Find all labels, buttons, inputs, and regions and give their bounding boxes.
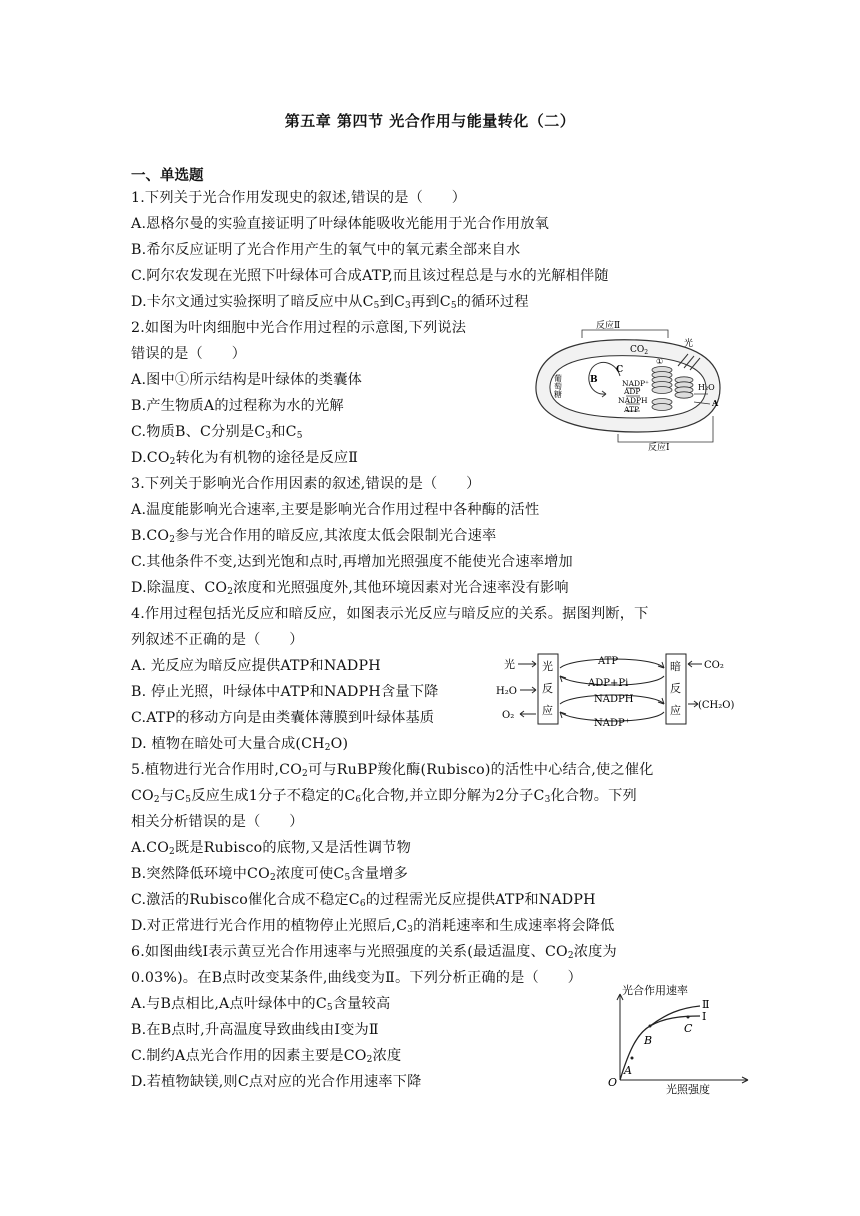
q4-option-d: D. 植物在暗处可大量合成$(CH_2O)$: [131, 736, 349, 753]
label-c: C: [616, 365, 624, 375]
label-reaction-1: 反应Ⅰ: [648, 443, 670, 453]
q6-option-c: C.制约A点光合作用的因素主要是$CO_2$浓度: [131, 1048, 402, 1065]
q2-stem-line2: 错误的是（ ）: [131, 346, 247, 362]
q3-option-b: $B.CO_2$参与光合作用的暗反应,其浓度太低会限制光合速率: [131, 528, 497, 545]
chloroplast-diagram: [528, 316, 728, 456]
q4-stem-line2: 列叙述不正确的是（ ）: [131, 632, 304, 648]
input-h2o: H₂O: [496, 686, 517, 697]
q6-stem-line2: 0.03%)。在B点时改变某条件,曲线变为Ⅱ。下列分析正确的是（ ）: [131, 970, 583, 986]
label-nadph: NADPH: [594, 694, 634, 705]
label-a: A: [712, 398, 719, 408]
light-reaction-char3: 应: [542, 704, 553, 717]
label-h2o: H₂O: [698, 383, 715, 392]
light-reaction-char2: 反: [542, 682, 553, 695]
origin-label: O: [608, 1076, 618, 1089]
q3-option-a: A.温度能影响光合速率,主要是影响光合作用过程中各种酶的活性: [131, 502, 540, 518]
output-ch2o: (CH₂O): [698, 700, 735, 711]
label-sugar: 葡萄糖: [553, 374, 563, 398]
point-a-label: A: [624, 1064, 632, 1077]
q1-stem: 1.下列关于光合作用发现史的叙述,错误的是（ ）: [131, 190, 467, 206]
q5-stem-line1: 5.植物进行光合作用时$,CO_2$可与RuBP羧化酶(Rubisco)的活性中心结合,使之催化: [131, 762, 654, 779]
q6-option-a: A.与B点相比,A点叶绿体中的$C_5$含量较高: [131, 996, 391, 1013]
label-nadp: NADP⁺: [622, 379, 649, 388]
output-o2: O₂: [502, 710, 515, 721]
curve-2-label: Ⅱ: [702, 998, 710, 1011]
label-b: B: [590, 375, 598, 385]
q4-option-c: C.ATP的移动方向是由类囊体薄膜到叶绿体基质: [131, 710, 435, 726]
q5-stem-line2: $CO_2$与$C_5$反应生成1分子不稳定的$C_6$化合物,并立即分解为2分子$C_3$化合物。下列: [131, 788, 637, 805]
q5-stem-line3: 相关分析错误的是（ ）: [131, 814, 304, 830]
q4-option-a: A. 光反应为暗反应提供ATP和NADPH: [131, 658, 381, 674]
q6-stem-line1: 6.如图曲线Ⅰ表示黄豆光合作用速率与光照强度的关系(最适温度、$CO_2$浓度为: [131, 944, 617, 961]
label-atp: ATP: [624, 405, 640, 414]
light-reaction-char1: 光: [542, 660, 553, 673]
q2-stem-line1: 2.如图为叶肉细胞中光合作用过程的示意图,下列说法: [131, 320, 467, 336]
q2-option-d: $D.CO_2$转化为有机物的途径是反应Ⅱ: [131, 450, 359, 467]
q1-option-a: A.恩格尔曼的实验直接证明了叶绿体能吸收光能用于光合作用放氧: [131, 216, 550, 232]
x-axis-label: 光照强度: [666, 1083, 710, 1096]
q5-option-d: D.对正常进行光合作用的植物停止光照后$,C_3$的消耗速率和生成速率将会降低: [131, 918, 615, 935]
q2-option-b: B.产生物质A的过程称为水的光解: [131, 398, 344, 414]
section-heading: 一、单选题: [131, 168, 204, 184]
label-co2: $CO_2$: [630, 345, 649, 356]
page-title: 第五章 第四节 光合作用与能量转化（二）: [284, 112, 576, 130]
label-reaction-2: 反应Ⅱ: [596, 321, 621, 331]
q4-stem-line1: 4.作用过程包括光反应和暗反应，如图表示光反应与暗反应的关系。据图判断，下: [131, 606, 649, 622]
q6-option-d: D.若植物缺镁,则C点对应的光合作用速率下降: [131, 1074, 422, 1090]
q5-option-b: B.突然降低环境中$CO_2$浓度可使$C_5$含量增多: [131, 866, 408, 883]
photosynthesis-rate-graph: [604, 984, 754, 1096]
point-c-label: C: [684, 1022, 693, 1035]
label-structure-1: ①: [656, 357, 664, 366]
q4-option-b: B. 停止光照，叶绿体中ATP和NADPH含量下降: [131, 684, 439, 700]
label-adp-pi: ADP+Pi: [588, 678, 629, 689]
q3-option-c: C.其他条件不变,达到光饱和点时,再增加光照强度不能使光合速率增加: [131, 554, 573, 570]
q2-option-c: C.物质B、C分别是$C_3$和$C_5$: [131, 424, 303, 441]
q5-option-a: $A.CO_2$既是Rubisco的底物,又是活性调节物: [131, 840, 411, 857]
q1-option-b: B.希尔反应证明了光合作用产生的氧气中的氧元素全部来自水: [131, 242, 521, 258]
q2-option-a: A.图中①所示结构是叶绿体的类囊体: [131, 372, 362, 388]
label-nadp: NADP⁺: [594, 718, 630, 729]
dark-reaction-char3: 应: [670, 704, 681, 717]
q3-option-d: D.除温度、$CO_2$浓度和光照强度外,其他环境因素对光合速率没有影响: [131, 580, 569, 597]
dark-reaction-char2: 反: [670, 682, 681, 695]
label-atp: ATP: [598, 656, 619, 667]
label-light: 光: [684, 339, 694, 349]
dark-reaction-char1: 暗: [670, 660, 681, 673]
q1-option-d: D.卡尔文通过实验探明了暗反应中从$C_5$到$C_3$再到$C_5$的循环过程: [131, 294, 529, 311]
curve-1-label: Ⅰ: [702, 1010, 707, 1023]
reaction-relationship-diagram: [494, 650, 748, 730]
input-co2: CO₂: [704, 660, 724, 671]
q1-option-c: C.阿尔农发现在光照下叶绿体可合成ATP,而且该过程总是与水的光解相伴随: [131, 268, 609, 284]
q5-option-c: C.激活的Rubisco催化合成不稳定$C_6$的过程需光反应提供ATP和NADPH: [131, 892, 596, 909]
y-axis-label: 光合作用速率: [622, 984, 688, 997]
q3-stem: 3.下列关于影响光合作用因素的叙述,错误的是（ ）: [131, 476, 481, 492]
q6-option-b: B.在B点时,升高温度导致曲线由Ⅰ变为Ⅱ: [131, 1022, 379, 1038]
input-light: 光: [504, 658, 515, 671]
label-nadph: NADPH: [618, 396, 648, 405]
label-adp: ADP: [624, 387, 641, 396]
point-b-label: B: [644, 1034, 653, 1047]
